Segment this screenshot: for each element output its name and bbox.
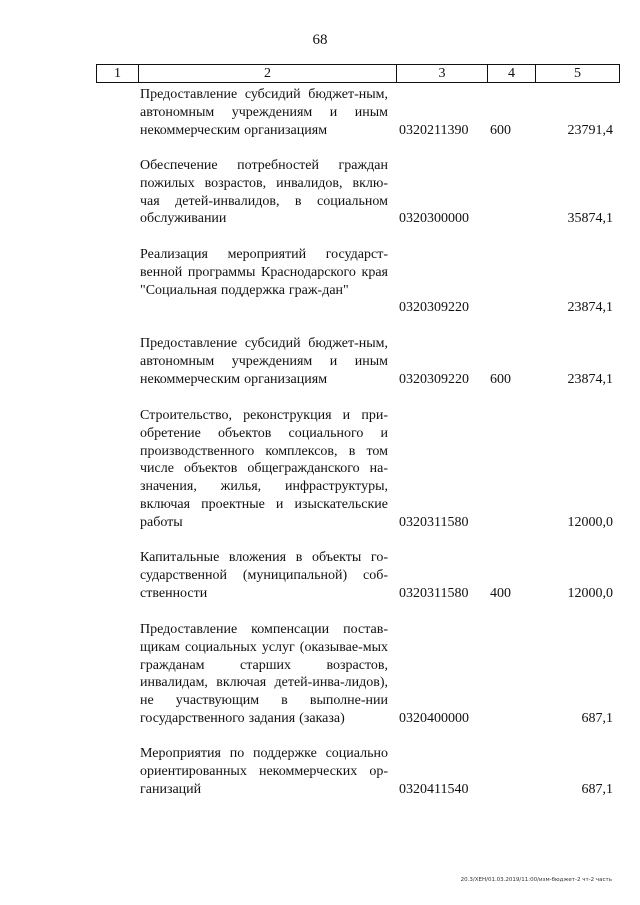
row-code: 0320311580	[399, 515, 469, 530]
column-header-5: 5	[536, 65, 620, 83]
table-row	[0, 407, 640, 549]
document-footer-stamp: 20.3/ХЕН/01.03.2019/11:00/изм-бюджет-2 чт-2 часть	[460, 877, 612, 883]
row-name: Обеспечение потребностей граждан пожилых возрастов, инвалидов, вклю-чая детей-инвалидов, в социальном обслуживании	[140, 158, 388, 227]
column-header-row	[96, 64, 620, 83]
row-code: 0320411540	[399, 782, 469, 797]
row-name: Капитальные вложения в объекты го-сударственной (муниципальной) соб-ственности	[140, 550, 388, 601]
page-number: 68	[312, 32, 328, 48]
row-type: 600	[490, 123, 511, 138]
row-value: 687,1	[581, 711, 613, 726]
row-name: Строительство, реконструкция и при-обретение объектов социального и производственного комплексов, в том числе объектов общегражданского на-значения, жилья, инфраструктуры, включая проектные и изыскательские работы	[140, 408, 388, 530]
row-name: Предоставление субсидий бюджет-ным, автономным учреждениям и иным некоммерческим организациям	[140, 336, 388, 387]
row-name: Предоставление субсидий бюджет-ным, автономным учреждениям и иным некоммерческим организациям	[140, 87, 388, 138]
row-code: 0320309220	[399, 372, 469, 387]
row-value: 23791,4	[567, 123, 613, 138]
row-code: 0320311580	[399, 586, 469, 601]
row-name: Мероприятия по поддержке социально ориентированных некоммерческих ор-ганизаций	[140, 746, 388, 797]
column-header-2: 2	[139, 65, 397, 83]
row-name: Предоставление компенсации постав-щикам социальных услуг (оказывае-мых гражданам старших возрастов, инвалидам, включая детей-инва-лидов), не участвующим в выполне-нии государственного задания (заказа)	[140, 622, 388, 726]
row-value: 23874,1	[567, 300, 613, 315]
row-code: 0320211390	[399, 123, 469, 138]
row-code: 0320400000	[399, 711, 469, 726]
row-code: 0320309220	[399, 300, 469, 315]
column-header-3: 3	[397, 65, 488, 83]
row-value: 12000,0	[567, 515, 613, 530]
budget-rows	[0, 86, 640, 801]
row-code: 0320300000	[399, 211, 469, 226]
table-row	[0, 745, 640, 801]
table-row	[0, 549, 640, 621]
row-type: 600	[490, 372, 511, 387]
row-value: 687,1	[581, 782, 613, 797]
table-row	[0, 86, 640, 157]
table-row	[0, 246, 640, 335]
table-row	[0, 621, 640, 745]
table-row	[0, 335, 640, 407]
column-header-1: 1	[97, 65, 139, 83]
column-header-4: 4	[488, 65, 536, 83]
row-type: 400	[490, 586, 511, 601]
row-value: 23874,1	[567, 372, 613, 387]
row-name: Реализация мероприятий государст-венной программы Краснодарского края "Социальная поддержка граж-дан"	[140, 247, 388, 298]
table-row	[0, 157, 640, 246]
row-value: 35874,1	[567, 211, 613, 226]
row-value: 12000,0	[567, 586, 613, 601]
